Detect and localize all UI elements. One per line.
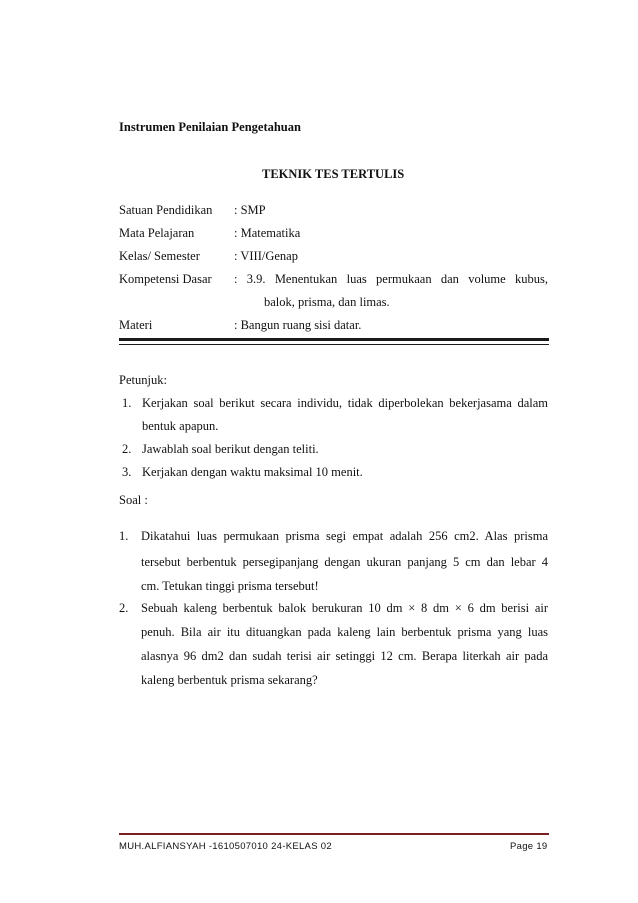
- question-line: Dikatahui luas permukaan prisma segi empat adalah 256 cm2. Alas prisma: [141, 529, 548, 543]
- info-label: Kelas/ Semester: [119, 249, 200, 263]
- info-label: Kompetensi Dasar: [119, 272, 212, 286]
- list-number: 3.: [122, 465, 132, 479]
- question-line: tersebut berbentuk persegipanjang dengan ukuran panjang 5 cm dan lebar 4: [141, 555, 548, 569]
- info-value: : 3.9. Menentukan luas permukaan dan volume kubus,: [234, 272, 548, 286]
- questions-heading: Soal :: [119, 493, 148, 507]
- info-value: : VIII/Genap: [234, 249, 298, 263]
- instructions-heading: Petunjuk:: [119, 373, 167, 387]
- section-title: Instrumen Penilaian Pengetahuan: [119, 120, 301, 134]
- footer-rule: [119, 833, 549, 835]
- footer-author: MUH.ALFIANSYAH -1610507010 24-KELAS 02: [119, 841, 332, 852]
- question-line: Sebuah kaleng berbentuk balok berukuran 10 dm × 8 dm × 6 dm berisi air: [141, 601, 548, 615]
- list-item: Kerjakan dengan waktu maksimal 10 menit.: [142, 465, 363, 479]
- technique-title: TEKNIK TES TERTULIS: [262, 167, 405, 181]
- question-number: 1.: [119, 529, 129, 543]
- list-item: Jawablah soal berikut dengan teliti.: [142, 442, 319, 456]
- info-label: Materi: [119, 318, 153, 332]
- info-label: Satuan Pendidikan: [119, 203, 213, 217]
- info-value: : Matematika: [234, 226, 301, 240]
- question-line: cm. Tetukan tinggi prisma tersebut!: [141, 579, 319, 593]
- info-value: : Bangun ruang sisi datar.: [234, 318, 362, 332]
- list-item-continued: bentuk apapun.: [142, 419, 219, 433]
- info-label: Mata Pelajaran: [119, 226, 195, 240]
- list-item: Kerjakan soal berikut secara individu, tidak diperbolekan bekerjasama dalam: [142, 396, 548, 410]
- list-number: 2.: [122, 442, 132, 456]
- divider-thin: [119, 344, 549, 345]
- divider-thick: [119, 338, 549, 341]
- info-value-continued: balok, prisma, dan limas.: [264, 295, 390, 309]
- question-number: 2.: [119, 601, 129, 615]
- question-line: penuh. Bila air itu dituangkan pada kaleng lain berbentuk prisma yang luas: [141, 625, 548, 639]
- question-line: kaleng berbentuk prisma sekarang?: [141, 673, 318, 687]
- page-number: Page 19: [510, 841, 548, 852]
- list-number: 1.: [122, 396, 132, 410]
- question-line: alasnya 96 dm2 dan sudah terisi air setinggi 12 cm. Berapa literkah air pada: [141, 649, 548, 663]
- info-value: : SMP: [234, 203, 266, 217]
